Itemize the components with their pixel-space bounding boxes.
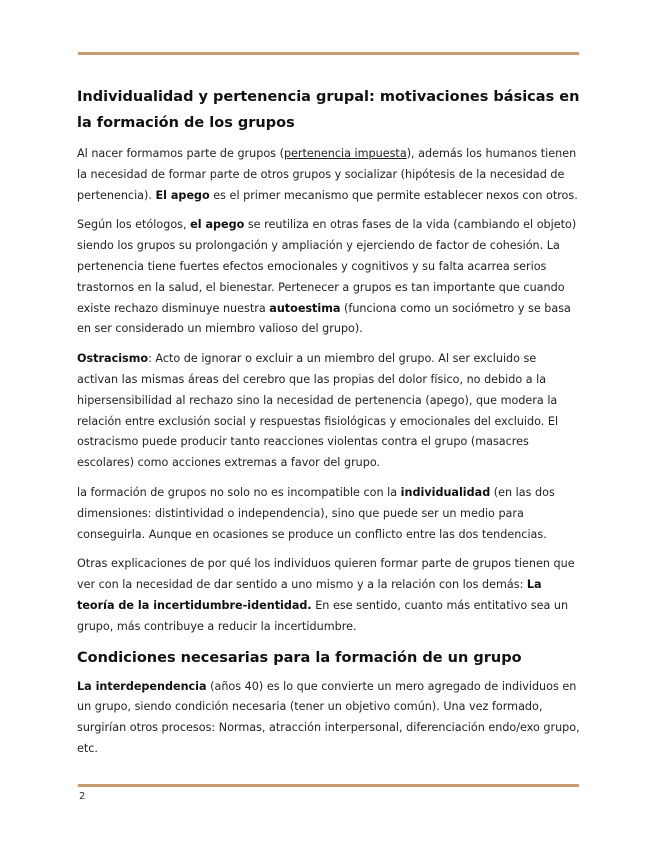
paragraph-pertenencia	[77, 144, 580, 206]
text-run: (en las dos dimensiones: distintividad o independencia), sino que puede ser un medio para conseguirla. Aunque en ocasiones se produce un conflicto entre las dos tendencias.	[77, 485, 555, 541]
text-run: (años 40) es lo que convierte un mero agregado de individuos en un grupo, siendo condición necesaria (tener un objetivo común). Una vez formado, surgirían otros procesos: Normas, atracción interpersonal, diferenciación endo/exo grupo, etc.	[77, 679, 580, 755]
bold-term: el apego	[190, 218, 245, 232]
paragraph-interdependencia	[77, 677, 580, 760]
text-run: ), además los humanos tienen la necesidad de formar parte de otros grupos y socializar (hipótesis de la necesidad de pertenencia).	[77, 147, 577, 202]
text-run: Otras explicaciones de por qué los individuos quieren formar parte de grupos tienen que ver con la necesidad de dar sentido a uno mismo y a la relación con los demás:	[77, 557, 575, 592]
text-run: la formación de grupos no solo no es incompatible con la	[77, 485, 401, 499]
page-number: 2	[79, 791, 86, 802]
text-run: Según los etólogos,	[77, 218, 191, 232]
underlined-term: pertenencia impuesta	[283, 147, 407, 160]
paragraph-incertidumbre	[77, 554, 580, 637]
text-run: En ese sentido, cuanto más entitativo sea un grupo, más contribuye a reducir la incertidumbre.	[77, 598, 569, 633]
section-heading-condiciones: Condiciones necesarias para la formación de un grupo	[77, 649, 522, 666]
bold-term: autoestima	[269, 301, 341, 315]
text-run: se reutiliza en otras fases de la vida (cambiando el objeto) siendo los grupos su prolongación y ampliación y ejerciendo de factor de cohesión. La pertenencia tiene fuertes efectos emocionales y cognitivos y su falta acarrea serios trastornos en la salud, el bienestar. Pertenecer a grupos es tan importante que cuando existe rechazo disminuye nuestra	[77, 218, 577, 315]
bold-term: Ostracismo	[77, 352, 149, 366]
footer-rule	[78, 784, 579, 787]
paragraph-apego	[77, 215, 580, 340]
bold-term: individualidad	[400, 485, 491, 499]
text-run: es el primer mecanismo que permite establecer nexos con otros.	[209, 188, 578, 202]
bold-term: El apego	[155, 188, 210, 202]
paragraph-individualidad	[77, 483, 580, 545]
section-heading-individualidad: Individualidad y pertenencia grupal: motivaciones básicas en la formación de los grupos	[77, 89, 580, 131]
text-run: : Acto de ignorar o excluir a un miembro del grupo. Al ser excluido se activan las mismas áreas del cerebro que las propias del dolor físico, no debido a la hipersensibilidad al rechazo sino la necesidad de pertenencia (apego), que modera la relación entre exclusión social y respuestas fisiológicas y emocionales del excluido. El ostracismo puede producir tanto reacciones violentas contra el grupo (masacres escolares) como acciones extremas a favor del grupo.	[77, 352, 559, 470]
paragraph-ostracismo	[77, 349, 580, 474]
page-content	[77, 84, 580, 769]
text-run: Al nacer formamos parte de grupos (	[77, 147, 284, 160]
bold-term: La interdependencia	[77, 679, 207, 693]
text-run: (funciona como un sociómetro y se basa en ser considerado un miembro valioso del grupo).	[77, 301, 571, 336]
header-rule	[78, 52, 579, 55]
bold-term: La teoría de la incertidumbre-identidad.	[77, 578, 542, 612]
